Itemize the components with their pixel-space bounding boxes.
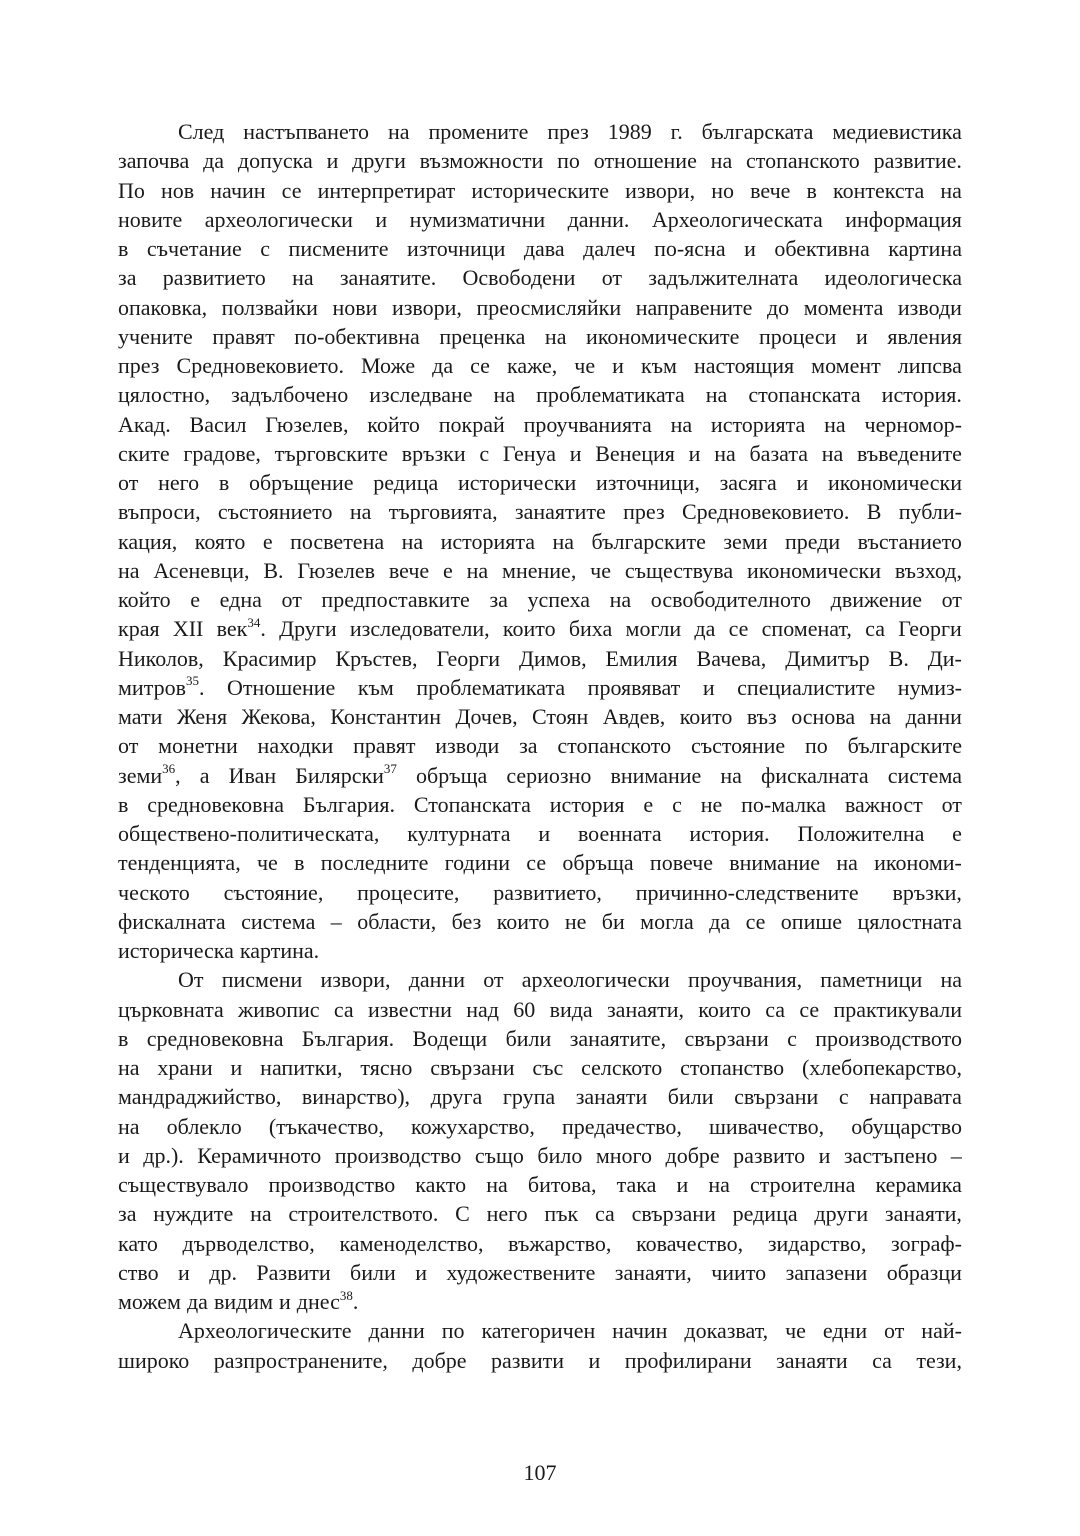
text-line: След настъпването на промените през 1989 г. българската медиевистика bbox=[178, 119, 962, 144]
page-number: 107 bbox=[523, 1460, 557, 1485]
text-line: новите археологически и нумизматични данни. Археологическата информация bbox=[118, 206, 962, 232]
text-line: От писмени извори, данни от археологически проучвания, паметници на bbox=[178, 967, 962, 993]
text-line: ческото състояние, процесите, развитието, причинно-следствените връзки, bbox=[118, 879, 962, 905]
text-line: историческа картина. bbox=[118, 938, 320, 963]
paragraph bbox=[118, 1316, 962, 1375]
text-line: започва да допуска и други възможности по отношение на стопанското развитие. bbox=[118, 148, 962, 174]
text-line: цялостно, задълбочено изследване на проблематиката на стопанската история. bbox=[118, 382, 962, 408]
text-line: По нов начин се интерпретират историческите извори, но вече в контекста на bbox=[118, 177, 962, 203]
text-line: в средновековна България. Водещи били занаятите, свързани с производството bbox=[118, 1025, 962, 1051]
footnote-marker: 36 bbox=[162, 761, 176, 777]
text-line: тенденцията, че в последните години се обръща повече внимание на икономи- bbox=[118, 850, 962, 876]
text-line: опаковка, ползвайки нови извори, преосмисляйки направените до момента изводи bbox=[118, 294, 962, 320]
text-line: Археологическите данни по категоричен начин доказват, че едни от най- bbox=[178, 1318, 962, 1344]
text-line: кация, която е посветена на историята на българските земи преди въстанието bbox=[118, 528, 962, 554]
text-line: широко разпространените, добре развити и профилирани занаяти са тези, bbox=[118, 1347, 962, 1373]
footnote-marker: 37 bbox=[383, 761, 397, 777]
text-line: можем да видим и днес$^{38}$. bbox=[118, 1287, 359, 1314]
paragraph bbox=[118, 965, 962, 1316]
text-line: който е една от предпоставките за успеха на освободителното движение от bbox=[118, 587, 962, 612]
text-line: фискалната система – области, без които не би могла да се опише цялостната bbox=[118, 908, 962, 934]
text-line: църковната живопис са известни над 60 вида занаяти, които са се практикували bbox=[118, 996, 962, 1022]
text-line: за развитието на занаятите. Освободени от задължителната идеологическа bbox=[118, 265, 962, 291]
text-line: Николов, Красимир Кръстев, Георги Димов, Емилия Вачева, Димитър В. Ди- bbox=[118, 645, 962, 671]
body-text bbox=[118, 117, 962, 1375]
text-line: на храни и напитки, тясно свързани със селското стопанство (хлебопекарство, bbox=[118, 1055, 962, 1080]
text-line: обществено-политическата, културната и военната история. Положителна е bbox=[118, 821, 962, 846]
text-line: мати Женя Жекова, Константин Дочев, Стоян Авдев, които въз основа на данни bbox=[118, 704, 962, 729]
text-line: въпроси, състоянието на търговията, занаятите през Средновековието. В публи- bbox=[118, 499, 962, 525]
text-line: от него в обръщение редица исторически източници, засяга и икономически bbox=[118, 470, 962, 495]
text-line: и др.). Керамичното производство също било много добре развито и застъпено – bbox=[118, 1142, 962, 1168]
paragraph bbox=[118, 117, 962, 965]
text-line: мандраджийство, винарство), друга група занаяти били свързани с направата bbox=[118, 1084, 962, 1110]
footnote-marker: 38 bbox=[339, 1287, 353, 1303]
footnote-marker: 35 bbox=[185, 673, 199, 689]
text-line: ските градове, търговските връзки с Генуа и Венеция и на базата на въведените bbox=[118, 440, 962, 466]
text-line: митров$^{35}$. Отношение към проблематиката проявяват и специалистите нумиз- bbox=[118, 673, 962, 700]
text-line: през Средновековието. Може да се каже, че и към настоящия момент липсва bbox=[118, 353, 962, 378]
text-line: в съчетание с писмените източници дава далеч по-ясна и обективна картина bbox=[118, 236, 962, 261]
text-line: за нуждите на строителството. С него пък са свързани редица други занаяти, bbox=[118, 1201, 962, 1227]
text-line: на Асеневци, В. Гюзелев вече е на мнение, че съществува икономически възход, bbox=[118, 557, 962, 583]
text-line: Акад. Васил Гюзелев, който покрай проучванията на историята на черномор- bbox=[118, 411, 962, 437]
footnote-marker: 34 bbox=[247, 614, 261, 630]
text-line: съществувало производство както на битова, така и на строителна керамика bbox=[118, 1172, 962, 1197]
text-line: земи$^{36}$, а Иван Билярски$^{37}$ обръща сериозно внимание на фискалната система bbox=[118, 761, 962, 788]
text-line: ство и др. Развити били и художествените занаяти, чиито запазени образци bbox=[118, 1259, 962, 1285]
text-line: учените правят по-обективна преценка на икономическите процеси и явления bbox=[118, 323, 962, 349]
text-line: в средновековна България. Стопанската история е с не по-малка важност от bbox=[118, 791, 962, 817]
text-line: като дърводелство, каменоделство, въжарство, ковачество, зидарство, зограф- bbox=[118, 1230, 962, 1256]
text-line: на облекло (тъкачество, кожухарство, предачество, шивачество, обущарство bbox=[118, 1113, 962, 1139]
text-line: от монетни находки правят изводи за стопанското състояние по българските bbox=[118, 733, 962, 759]
text-line: края XII век$^{34}$. Други изследователи, които биха могли да се споменат, са Георги bbox=[118, 614, 962, 642]
